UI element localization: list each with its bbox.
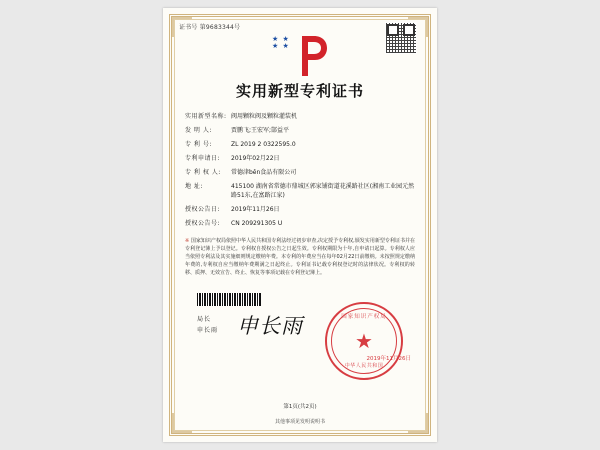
handwritten-signature: 申长雨	[237, 314, 303, 338]
field-value: 贾鹏飞;王宏军;郜益平	[231, 127, 290, 134]
field-row	[185, 205, 417, 214]
field-label: 实用新型名称:	[185, 113, 227, 120]
barcode-graphic	[197, 293, 261, 306]
official-seal	[325, 302, 403, 380]
field-row	[185, 168, 417, 177]
field-label: 授权公告日:	[185, 206, 221, 213]
page-title: 实用新型专利证书	[235, 82, 364, 100]
page-footer: 第1页(共2页)	[283, 404, 317, 410]
field-row	[185, 112, 417, 121]
field-row	[185, 126, 417, 135]
field-value: 常德津běn食品有限公司	[231, 169, 297, 176]
field-value: ZL 2019 2 0322595.0	[231, 141, 296, 148]
signature-label-title: 局长	[197, 316, 212, 323]
cnipa-logo	[268, 34, 332, 80]
field-row	[185, 140, 417, 149]
field-row	[185, 182, 417, 200]
field-value: 阀用颗粒阀及颗粒灌装机	[231, 113, 298, 120]
field-row	[185, 219, 417, 228]
signature-block	[179, 314, 421, 369]
field-value: CN 209291305 U	[231, 220, 283, 227]
signature-label-name: 申长雨	[197, 327, 219, 334]
certificate-number: 证书号 第9683344号	[179, 24, 241, 31]
seal-bottom-text: 中华人民共和国	[344, 363, 384, 369]
field-label: 授权公告号:	[185, 220, 221, 227]
field-label: 专 利 权 人:	[185, 169, 221, 176]
stars-decoration: ★ ★ ★ ★	[272, 35, 290, 50]
emblem-area	[179, 34, 421, 82]
seal-date: 2019年11月26日	[366, 356, 411, 362]
seal-star-icon: ★	[355, 329, 373, 353]
certificate-content	[179, 22, 421, 428]
field-value: 2019年11月26日	[231, 206, 280, 213]
field-value: 2019年02月22日	[231, 155, 280, 162]
seal-top-text: 国家知识产权局	[341, 314, 387, 320]
field-label: 专利申请日:	[185, 155, 221, 162]
field-label: 发 明 人:	[185, 127, 212, 134]
legal-marker-icon: ※	[185, 238, 190, 244]
field-row	[185, 154, 417, 163]
field-value: 415100 湖南省常德市鼎城区郭家铺街道花溪路社区(湘南工业园元然路51东,在富路江家)	[231, 183, 415, 199]
fields-list	[179, 112, 421, 228]
field-label: 地 址:	[185, 183, 203, 190]
field-label: 专 利 号:	[185, 141, 212, 148]
p-logo-icon	[298, 34, 328, 78]
legal-notice-text: 国家知识产权局依照中华人民共和国专利法经过初步审查,决定授予专利权,颁发实用新型专利证书并在专利登记簿上予以登记。专利权自授权公告之日起生效。专利权期限为十年,自申请日起算。专利权人应当依照专利法及其实施细则规定缴纳年费。本专利的年费应当在每年02月22日前缴纳。未按照规定缴纳年费的,专利权自应当缴纳年费期满之日起终止。专利证书记载专利权登记时的法律状况。专利权的转移、质押、无效宣告、终止、恢复等事项记载在专利登记簿上。	[185, 238, 416, 276]
bottom-note: 其他事项见发明说明书	[274, 419, 325, 425]
patent-certificate-sheet	[163, 8, 437, 442]
legal-notice	[179, 237, 421, 277]
